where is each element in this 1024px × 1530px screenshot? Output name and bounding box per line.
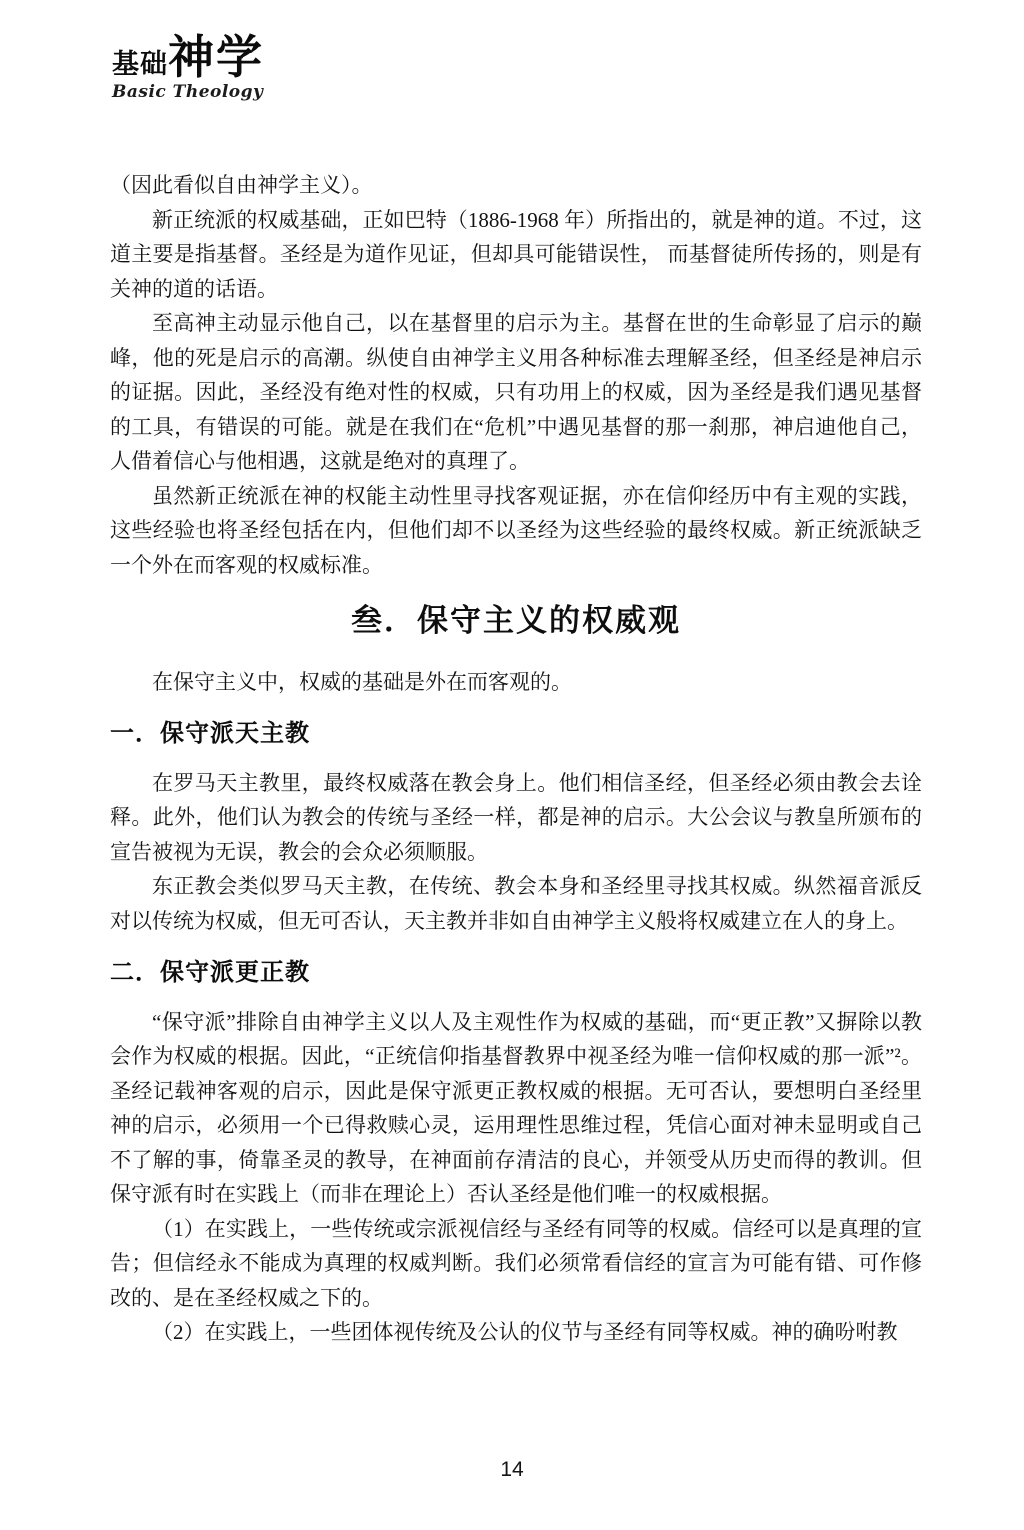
paragraph: （1）在实践上，一些传统或宗派视信经与圣经有同等的权威。信经可以是真理的宣告；但信经永不能成为真理的权威判断。我们必须常看信经的宣言为可能有错、可作修改的、是在圣经权威之下的。 — [110, 1216, 922, 1310]
paragraph-continuation: （因此看似自由神学主义）。 — [110, 173, 373, 197]
publisher-logo — [112, 31, 264, 102]
paragraph: “保守派”排除自由神学主义以人及主观性作为权威的基础，而“更正教”又摒除以教会作为权威的根据。因此，“正统信仰指基督教界中视圣经为唯一信仰权威的那一派”²。圣经记载神客观的启示，因此是保守派更正教权威的根据。无可否认，要想明白圣经里神的启示，必须用一个已得救赎心灵，运用理性思维过程，凭信心面对神未显明或自己不了解的事，倚靠圣灵的教导，在神面前存清洁的良心，并领受从历史而得的教训。但保守派有时在实践上（而非在理论上）否认圣经是他们唯一的权威根据。 — [110, 1009, 922, 1206]
paragraph: 在罗马天主教里，最终权威落在教会身上。他们相信圣经，但圣经必须由教会去诠释。此外，他们认为教会的传统与圣经一样，都是神的启示。大公会议与教皇所颁布的宣告被视为无误，教会的会众必须顺服。 — [110, 770, 922, 864]
logo-title-large: 神学 — [168, 31, 264, 83]
subsection-heading-protestant: 二．保守派更正教 — [110, 959, 310, 986]
logo-title-small: 基础 — [112, 49, 168, 79]
page-content — [110, 168, 922, 1350]
logo-chinese-title — [112, 31, 264, 83]
paragraph: 新正统派的权威基础，正如巴特（1886-1968 年）所指出的，就是神的道。不过，这道主要是指基督。圣经是为道作见证，但却具可能错误性， 而基督徒所传扬的，则是有关神的道的话语。 — [110, 207, 922, 301]
paragraph: （2）在实践上，一些团体视传统及公认的仪节与圣经有同等权威。神的确吩咐教 — [152, 1320, 898, 1344]
page-number: 14 — [500, 1458, 524, 1481]
logo-english-subtitle: Basic Theology — [112, 82, 264, 102]
subsection-heading-catholic: 一．保守派天主教 — [110, 720, 310, 747]
paragraph: 至高神主动显示他自己，以在基督里的启示为主。基督在世的生命彰显了启示的巅峰，他的死是启示的高潮。纵使自由神学主义用各种标准去理解圣经，但圣经是神启示的证据。因此，圣经没有绝对性的权威，只有功用上的权威，因为圣经是我们遇见基督的工具，有错误的可能。就是在我们在“危机”中遇见基督的那一刹那，神启迪他自己，人借着信心与他相遇，这就是绝对的真理了。 — [110, 311, 922, 473]
paragraph: 东正教会类似罗马天主教，在传统、教会本身和圣经里寻找其权威。纵然福音派反对以传统为权威，但无可否认，天主教并非如自由神学主义般将权威建立在人的身上。 — [110, 874, 922, 933]
paragraph: 虽然新正统派在神的权能主动性里寻找客观证据，亦在信仰经历中有主观的实践，这些经验也将圣经包括在内，但他们却不以圣经为这些经验的最终权威。新正统派缺乏一个外在而客观的权威标准。 — [110, 483, 922, 577]
section-heading: 叁．保守主义的权威观 — [351, 603, 681, 638]
section-intro-paragraph: 在保守主义中，权威的基础是外在而客观的。 — [152, 669, 572, 694]
